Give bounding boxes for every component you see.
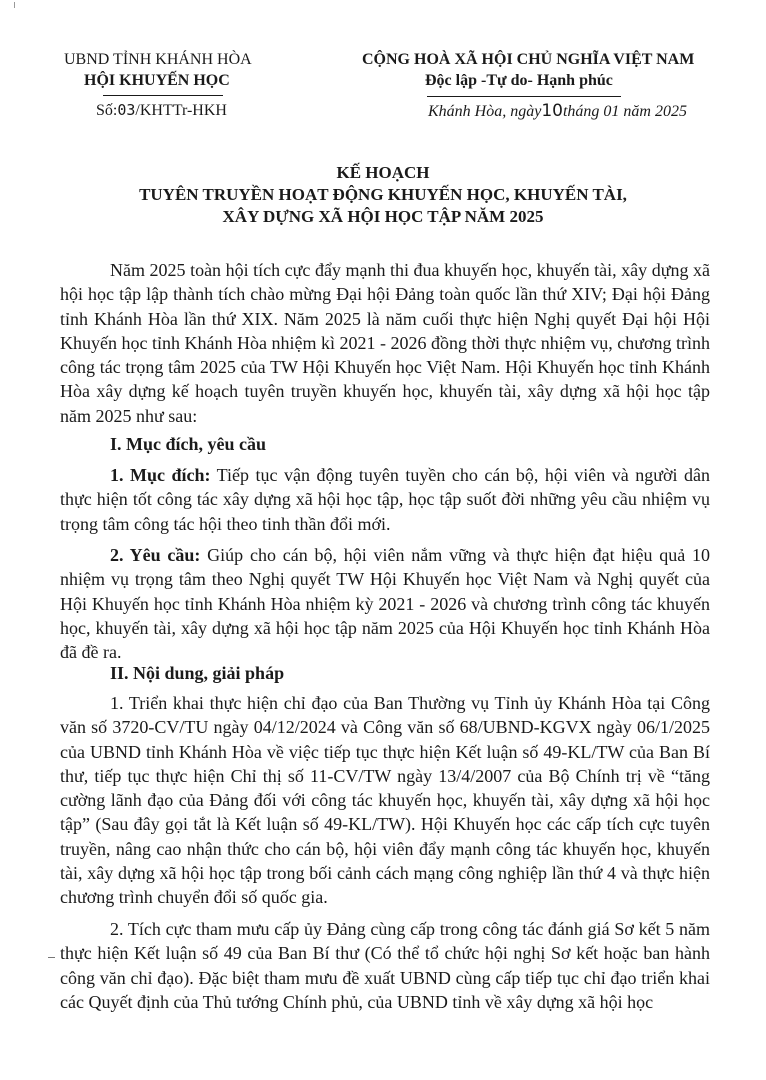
date-prefix: Khánh Hòa, ngày (428, 103, 542, 120)
requirement-text: Giúp cho cán bộ, hội viên nắm vững và thực hiện đạt hiệu quả 10 nhiệm vụ trọng tâm theo Nghị quyết TW Hội Khuyến học Việt Nam và Nghị quyết của Hội Khuyến học tỉnh Khánh Hòa nhiệm kỳ 2021 - 2026 và chương trình công tác khuyến học, khuyến tài, xây dựng xã hội học tập năm 2025 của Hội Khuyến học tỉnh Khánh Hòa đã đề ra. (60, 545, 710, 663)
margin-mark (48, 957, 55, 958)
section2-heading: II. Nội dung, giải pháp (110, 663, 285, 683)
scan-mark (14, 2, 15, 8)
document-subtitle-line1: TUYÊN TRUYỀN HOẠT ĐỘNG KHUYẾN HỌC, KHUYẾN TÀI, (139, 185, 627, 204)
section1-heading: I. Mục đích, yêu cầu (110, 434, 267, 454)
motto-underline (427, 96, 621, 97)
org-parent: UBND TỈNH KHÁNH HÒA (64, 51, 252, 68)
purpose-label: 1. Mục đích: (110, 465, 211, 485)
document-number (96, 101, 227, 120)
country-name: CỘNG HOÀ XÃ HỘI CHỦ NGHĨA VIỆT NAM (362, 51, 695, 68)
doc-number-value: 03 (117, 101, 136, 119)
org-name: HỘI KHUYẾN HỌC (84, 72, 230, 89)
doc-number-label: Số: (96, 102, 118, 119)
date-suffix: tháng 01 năm 2025 (562, 103, 687, 120)
intro-paragraph: Năm 2025 toàn hội tích cực đẩy mạnh thi đua khuyến học, khuyến tài, xây dựng xã hội học tập lập thành tích chào mừng Đại hội Đảng toàn quốc lần thứ XIV; Đại hội Đảng tỉnh Khánh Hòa lần thứ XIX. Năm 2025 là năm cuối thực hiện Nghị quyết Đại hội Hội Khuyến học tỉnh Khánh Hòa nhiệm kì 2021 - 2026 đồng thời thực nhiệm vụ, chương trình công tác trọng tâm 2025 của TW Hội Khuyến học Việt Nam. Hội Khuyến học tỉnh Khánh Hòa xây dựng kế hoạch tuyên truyền khuyến học, khuyến tài, xây dựng xã hội học tập năm 2025 như sau: (60, 260, 710, 426)
document-title: KẾ HOẠCH (336, 163, 430, 182)
motto: Độc lập -Tự do- Hạnh phúc (425, 72, 613, 89)
date-day: 10 (541, 101, 563, 121)
item2-paragraph: 2. Tích cực tham mưu cấp ủy Đảng cùng cấp trong công tác đánh giá Sơ kết 5 năm thực hiện Kết luận số 49 của Ban Bí thư (Có thể tổ chức hội nghị Sơ kết hoặc ban hành công văn chỉ đạo). Đặc biệt tham mưu đề xuất UBND cùng cấp tiếp tục chỉ đạo triển khai các Quyết định của Thủ tướng Chính phủ, của UBND tỉnh về xây dựng xã hội học (60, 919, 710, 1012)
doc-number-suffix: /KHTTr-HKH (135, 102, 227, 119)
item1-paragraph: 1. Triển khai thực hiện chỉ đạo của Ban Thường vụ Tỉnh ủy Khánh Hòa tại Công văn số 3720-CV/TU ngày 04/12/2024 và Công văn số 68/UBND-KGVX ngày 06/1/2025 của UBND tỉnh Khánh Hòa về việc tiếp tục thực hiện Kết luận số 49-KL/TW của Ban Bí thư, tiếp tục thực hiện Chỉ thị số 11-CV/TW ngày 13/4/2007 của Bộ Chính trị về “tăng cường lãnh đạo của Đảng đối với công tác khuyến học, khuyến tài, xây dựng xã hội học tập” (Sau đây gọi tắt là Kết luận số 49-KL/TW). Hội Khuyến học các cấp tích cực tuyên truyền, nâng cao nhận thức cho cán bộ, hội viên đẩy mạnh công tác khuyến học, khuyến tài, xây dựng xã hội học tập trong bối cảnh cách mạng công nghiệp lần thứ 4 và thực hiện chương trình chuyển đổi số quốc gia. (60, 693, 710, 908)
document-subtitle-line2: XÂY DỰNG XÃ HỘI HỌC TẬP NĂM 2025 (222, 207, 544, 226)
issue-date (428, 101, 687, 121)
purpose-text: Tiếp tục vận động tuyên tuyền cho cán bộ, hội viên và người dân thực hiện tốt công tác xây dựng xã hội học tập, học tập suốt đời những yêu cầu nhiệm vụ trọng tâm công tác hội theo tinh thần đổi mới. (60, 465, 711, 534)
requirement-label: 2. Yêu cầu: (110, 545, 201, 565)
purpose-paragraph (60, 463, 710, 536)
org-underline (103, 95, 223, 96)
requirement-paragraph (60, 543, 710, 664)
